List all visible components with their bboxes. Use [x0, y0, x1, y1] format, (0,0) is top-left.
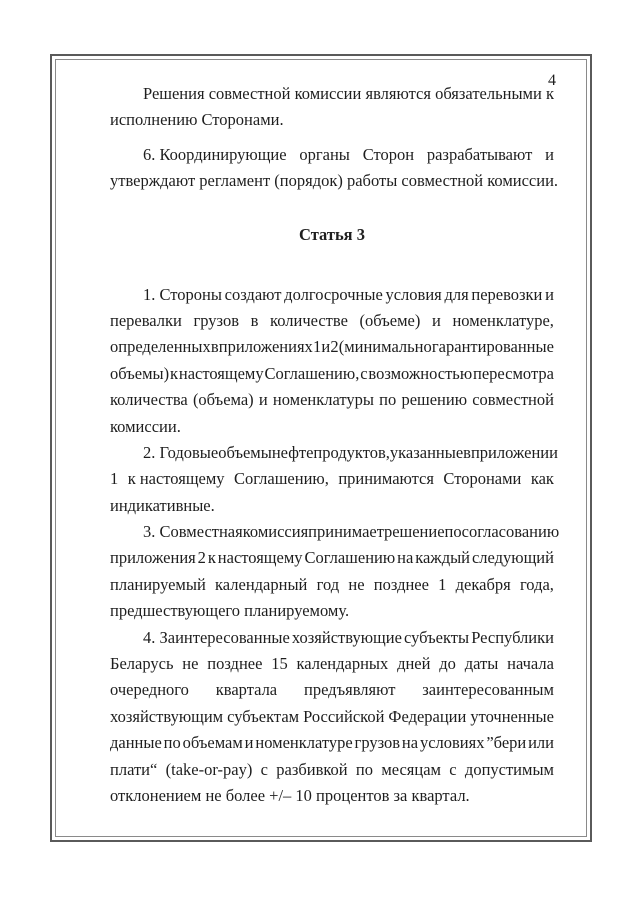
text-line: [110, 677, 554, 703]
word: с: [449, 759, 457, 779]
text-line: комиссии.: [110, 416, 181, 436]
word: к: [207, 548, 216, 568]
text-line: [110, 308, 554, 334]
word: каждый: [415, 548, 471, 568]
text-line: предшествующего планируемому.: [110, 601, 350, 621]
text-line: [110, 625, 554, 651]
word: по: [355, 759, 374, 779]
word: (take-or-pay): [165, 759, 253, 779]
text-line: исполнению Сторонами.: [110, 110, 284, 130]
word: условиях: [419, 733, 485, 753]
text-line: [110, 757, 554, 783]
text-line: [110, 282, 554, 308]
text-line: [110, 519, 560, 545]
word: Решения: [143, 84, 205, 103]
word: года,: [519, 574, 554, 594]
text-line: [110, 704, 554, 730]
word: с: [260, 759, 268, 779]
word: указанные: [389, 442, 464, 462]
text-line: [110, 81, 554, 107]
word: дней: [397, 654, 431, 674]
word: позднее: [207, 654, 263, 674]
text-line: [110, 730, 554, 756]
word: Сторон: [362, 144, 415, 164]
word: начала: [507, 654, 554, 674]
word: принимаются: [338, 469, 434, 489]
word: на: [397, 548, 414, 568]
intro-paragraph: [110, 81, 554, 134]
word: год: [316, 574, 340, 594]
word: для: [444, 284, 469, 304]
word: заинтересованным: [422, 680, 554, 700]
article-heading: Статья 3: [299, 224, 365, 244]
text-line: [110, 142, 554, 168]
word: или: [528, 733, 554, 753]
word: количестве: [270, 310, 348, 330]
article-paragraph-3: [110, 519, 560, 625]
word: являются: [365, 84, 431, 103]
article-paragraph-4: [110, 625, 554, 810]
word: хозяйствующие: [291, 627, 402, 647]
word: грузов: [354, 733, 401, 753]
word: следующий: [471, 548, 554, 568]
word: комиссии: [294, 84, 362, 103]
word: и: [321, 337, 331, 357]
word: принимает: [308, 522, 384, 542]
word: грузов: [193, 310, 239, 330]
article-paragraph-1: [110, 282, 554, 440]
word: с: [360, 363, 368, 383]
text-line: [110, 651, 554, 677]
word: совместной: [208, 84, 291, 103]
word: объемы: [218, 442, 272, 462]
word: субъекты: [404, 627, 470, 647]
word: субъектам: [227, 706, 300, 726]
text-line: отклонением не более +/– 10 процентов за квартал.: [110, 785, 470, 805]
word: по: [379, 390, 397, 410]
text-line: [110, 361, 554, 387]
word: позднее: [373, 574, 429, 594]
word: совместной: [472, 390, 554, 410]
word: комиссия: [242, 522, 309, 542]
word: и: [545, 284, 554, 304]
word: 1: [110, 469, 119, 489]
text-line: индикативные.: [110, 495, 215, 515]
word: настоящему: [178, 363, 264, 383]
word: Республики: [471, 627, 554, 647]
word: календарный: [215, 574, 308, 594]
document-body: [110, 81, 560, 809]
word: месяцам: [381, 759, 441, 779]
word: условия: [385, 284, 442, 304]
word: номенклатуре: [255, 733, 353, 753]
word: 2. Годовые: [143, 442, 219, 462]
word: и: [545, 144, 554, 164]
word: номенклатуре,: [452, 310, 554, 330]
word: (минимально: [338, 337, 432, 357]
word: приложения: [110, 548, 196, 568]
word: долгосрочные: [284, 284, 383, 304]
word: нефтепродуктов,: [271, 442, 390, 462]
paragraph-6: [110, 142, 559, 195]
word: и: [432, 310, 441, 330]
text-line: [110, 466, 554, 492]
word: 2: [197, 548, 206, 568]
word: ”бери: [486, 733, 527, 753]
word: Соглашению: [304, 548, 396, 568]
word: (объеме): [359, 310, 421, 330]
word: объемы): [110, 363, 170, 383]
word: пересмотра: [473, 363, 554, 383]
word: решению: [401, 390, 468, 410]
word: в: [463, 442, 471, 462]
word: Беларусь: [110, 654, 174, 674]
word: к: [169, 363, 179, 383]
word: перевалки: [110, 310, 182, 330]
word: плати“: [110, 759, 158, 779]
word: 4. Заинтересованные: [143, 627, 290, 647]
text-line: [110, 545, 554, 571]
word: и: [244, 733, 254, 753]
word: Соглашению,: [264, 363, 360, 383]
word: к: [545, 84, 554, 103]
word: допустимым: [464, 759, 554, 779]
word: декабря: [455, 574, 511, 594]
word: объемам: [182, 733, 243, 753]
word: до: [439, 654, 456, 674]
word: количества: [110, 390, 188, 410]
text-line: [110, 440, 558, 466]
word: 1. Стороны: [143, 284, 222, 304]
word: по: [444, 522, 462, 542]
word: 1: [312, 337, 322, 357]
word: Сторонами: [443, 469, 522, 489]
word: согласованию: [461, 522, 560, 542]
word: предъявляют: [304, 680, 396, 700]
word: создают: [224, 284, 282, 304]
word: гарантированные: [431, 337, 554, 357]
word: планируемый: [110, 574, 206, 594]
word: данные: [110, 733, 162, 753]
word: 15: [271, 654, 288, 674]
word: хозяйствующим: [110, 706, 224, 726]
word: Российской: [303, 706, 385, 726]
word: приложениях: [218, 337, 313, 357]
text-line: утверждают регламент (порядок) работы совместной комиссии.: [110, 171, 559, 191]
word: приложении: [470, 442, 558, 462]
word: номенклатуры: [272, 390, 374, 410]
word: не: [182, 654, 199, 674]
word: Соглашению,: [233, 469, 329, 489]
word: 6. Координирующие: [143, 144, 287, 164]
word: определенных: [110, 337, 211, 357]
page-number: 4: [548, 72, 556, 89]
word: в: [210, 337, 219, 357]
word: очередного: [110, 680, 189, 700]
word: даты: [464, 654, 499, 674]
word: 1: [438, 574, 447, 594]
word: разрабатывают: [426, 144, 533, 164]
word: 2: [330, 337, 339, 357]
word: уточненные: [470, 706, 554, 726]
word: разбивкой: [276, 759, 348, 779]
word: возможностью: [368, 363, 473, 383]
text-line: [110, 334, 554, 360]
word: к настоящему: [127, 469, 225, 489]
word: как: [530, 469, 554, 489]
text-line: [110, 572, 554, 598]
word: органы: [299, 144, 350, 164]
word: 3. Совместная: [143, 522, 243, 542]
word: перевозки: [471, 284, 543, 304]
word: по: [163, 733, 181, 753]
word: настоящему: [217, 548, 303, 568]
text-line: [110, 387, 554, 413]
word: решение: [383, 522, 445, 542]
word: квартала: [215, 680, 278, 700]
word: и: [258, 390, 268, 410]
word: не: [348, 574, 365, 594]
word: на: [401, 733, 419, 753]
word: Федерации: [388, 706, 467, 726]
word: в: [250, 310, 259, 330]
word: календарных: [296, 654, 389, 674]
word: (объема): [192, 390, 254, 410]
article-paragraph-2: [110, 440, 558, 519]
word: обязательными: [435, 84, 542, 103]
